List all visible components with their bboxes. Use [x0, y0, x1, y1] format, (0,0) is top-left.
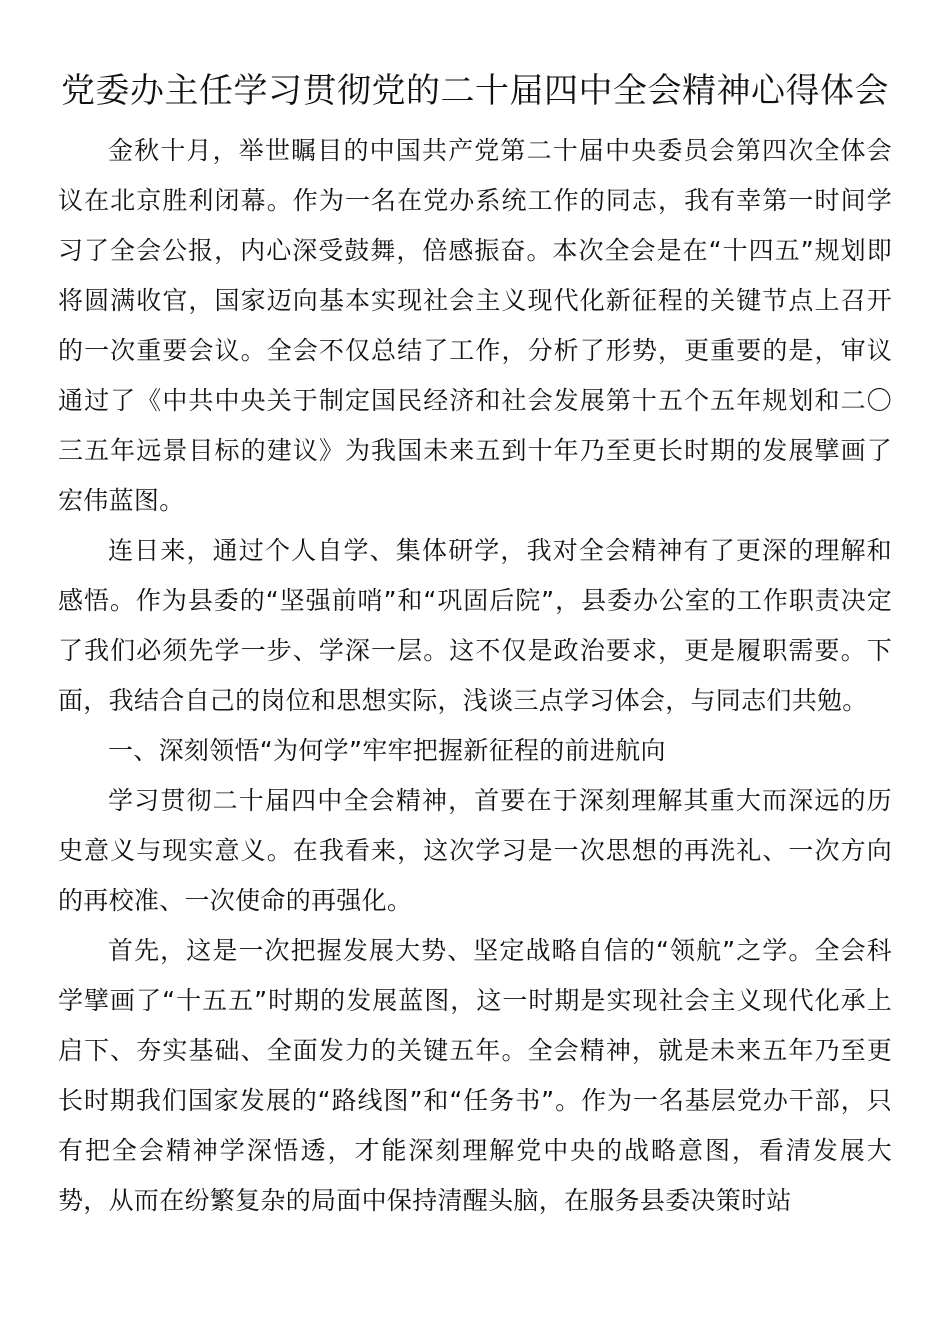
document-page: [58, 66, 892, 1226]
paragraph-first-point: 首先，这是一次把握发展大势、坚定战略自信的“领航”之学。全会科学擘画了“十五五”时期的发展蓝图，这一时期是实现社会主义现代化承上启下、夯实基础、全面发力的关键五年。全会精神，就是未来五年乃至更长时期我们国家发展的“路线图”和“任务书”。作为一名基层党办干部，只有把全会精神学深悟透，才能深刻理解党中央的战略意图，看清发展大势，从而在纷繁复杂的局面中保持清醒头脑，在服务县委决策时站: [58, 936, 892, 1215]
paragraph-significance: 学习贯彻二十届四中全会精神，首要在于深刻理解其重大而深远的历史意义与现实意义。在我看来，这次学习是一次思想的再洗礼、一次方向的再校准、一次使命的再强化。: [58, 786, 892, 915]
section-heading-1: 一、深刻领悟“为何学”牢牢把握新征程的前进航向: [108, 736, 666, 765]
paragraph-intro: 金秋十月，举世瞩目的中国共产党第二十届中央委员会第四次全体会议在北京胜利闭幕。作为一名在党办系统工作的同志，我有幸第一时间学习了全会公报，内心深受鼓舞，倍感振奋。本次全会是在“十四五”规划即将圆满收官，国家迈向基本实现社会主义现代化新征程的关键节点上召开的一次重要会议。全会不仅总结了工作，分析了形势，更重要的是，审议通过了《中共中央关于制定国民经济和社会发展第十五个五年规划和二〇三五年远景目标的建议》为我国未来五到十年乃至更长时期的发展擘画了宏伟蓝图。: [58, 136, 892, 515]
paragraph-study: 连日来，通过个人自学、集体研学，我对全会精神有了更深的理解和感悟。作为县委的“坚强前哨”和“巩固后院”，县委办公室的工作职责决定了我们必须先学一步、学深一层。这不仅是政治要求，更是履职需要。下面，我结合自己的岗位和思想实际，浅谈三点学习体会，与同志们共勉。: [58, 536, 892, 715]
document-title: 党委办主任学习贯彻党的二十届四中全会精神心得体会: [61, 71, 889, 111]
